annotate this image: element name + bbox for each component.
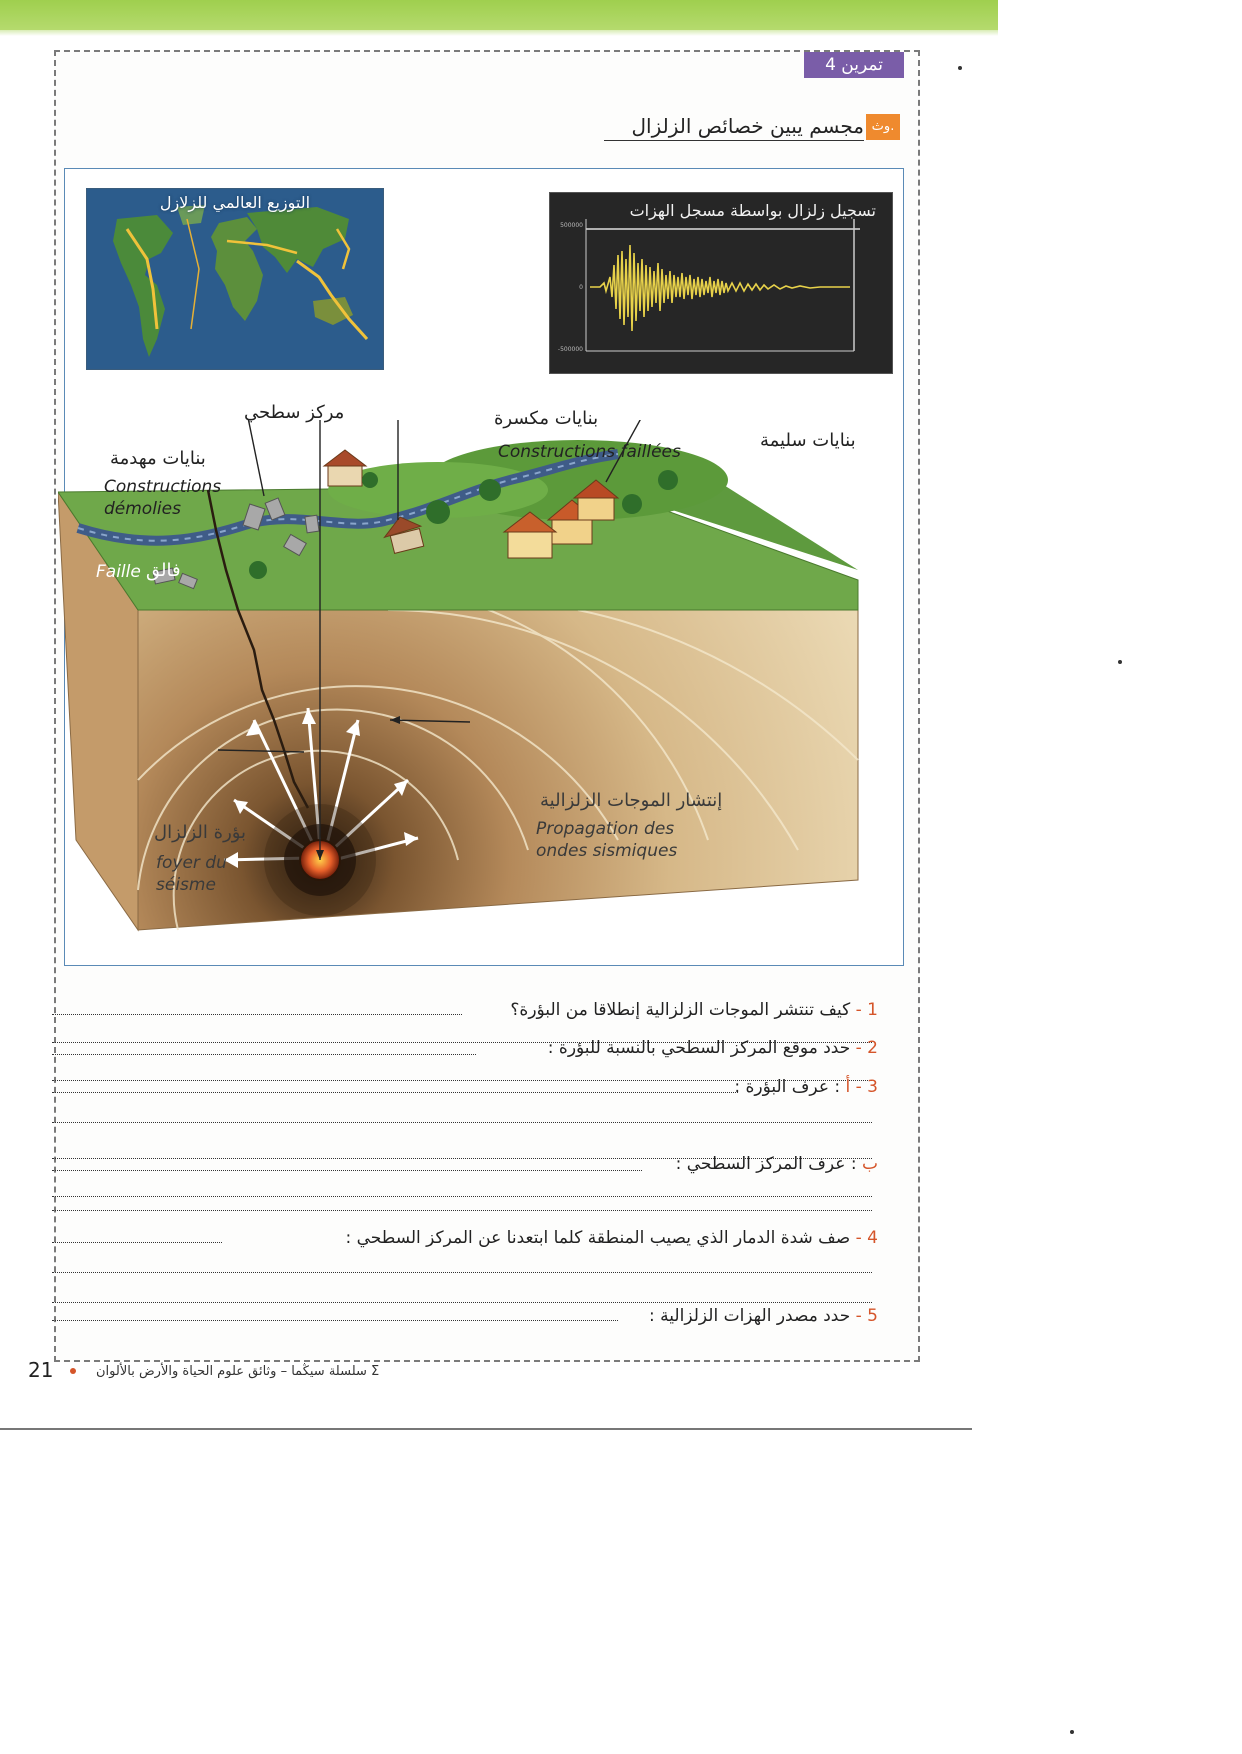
question-4-number: 4 - [855,1228,878,1248]
footer-series: Σ سلسلة سيڭما – وثائق علوم الحياة والأرض بالألوان [96,1364,380,1379]
seismogram [549,192,893,374]
answer-line-3b[interactable] [52,1170,642,1171]
page-bottom-edge [0,1428,972,1430]
label-waves-fr: Propagation des ondes sismiques [536,819,678,861]
question-3a-text: : عرف البؤرة : [734,1077,841,1097]
question-2 [548,1038,878,1058]
label-fault-fr: Faille [96,562,141,582]
question-4 [345,1228,878,1248]
world-map-image [87,189,383,369]
answer-line-4b[interactable] [52,1272,872,1273]
question-3a-number: 3 - أ [845,1077,878,1097]
label-waves-ar: إنتشار الموجات الزلزالية [540,790,723,811]
label-demolished-ar: بنايات مهدمة [110,448,206,469]
question-3b-number: ب [861,1154,878,1174]
answer-line-4[interactable] [52,1242,222,1243]
scan-speck [1070,1730,1074,1734]
question-1 [510,1000,878,1020]
label-fractured-ar: بنايات مكسرة [494,408,599,429]
question-1-text: كيف تنتشر الموجات الزلزالية إنطلاقا من البؤرة؟ [510,1000,851,1020]
top-color-band [0,0,998,34]
question-4-text: صف شدة الدمار الذي يصيب المنطقة كلما ابتعدنا عن المركز السطحي : [345,1228,851,1248]
answer-line-4c[interactable] [52,1302,872,1303]
question-5 [649,1306,878,1326]
answer-line-2[interactable] [52,1054,476,1055]
answer-line-1[interactable] [52,1014,462,1015]
seismogram-tick-bottom: -500000 [557,346,583,353]
label-focus-fr: foyer du séisme [156,853,227,895]
document-title: مجسم يبين خصائص الزلزال [604,112,864,141]
question-1-number: 1 - [855,1000,878,1020]
label-intact-ar: بنايات سليمة [760,430,856,451]
question-3b-text: : عرف المركز السطحي : [675,1154,857,1174]
answer-line-3b-b[interactable] [52,1196,872,1197]
world-earthquake-map [86,188,384,370]
map-title: التوزيع العالمي للزلازل [159,193,311,212]
answer-line-5[interactable] [52,1320,618,1321]
seismogram-trace [550,193,892,373]
top-band-shadow [0,30,998,36]
question-3a [734,1077,878,1097]
label-fault-ar: فالق [146,560,181,581]
seismogram-tick-mid: 0 [579,284,583,291]
document-badge: وث. [866,114,900,140]
label-epicenter: مركز سطحي [244,402,345,423]
page-number: 21 [28,1358,54,1382]
scan-speck [958,66,962,70]
answer-line-3a[interactable] [52,1092,738,1093]
question-2-number: 2 - [855,1038,878,1058]
question-5-number: 5 - [855,1306,878,1326]
seismogram-tick-top: 500000 [560,222,583,229]
label-focus-ar: بؤرة الزلزال [154,822,247,843]
answer-line-3a-b[interactable] [52,1122,872,1123]
question-5-text: حدد مصدر الهزات الزلزالية : [649,1306,851,1326]
question-2-text: حدد موقع المركز السطحي بالنسبة للبؤرة : [547,1038,851,1058]
scan-speck [1118,660,1122,664]
exercise-tag: تمرين 4 [804,52,904,78]
answer-line-3b-c[interactable] [52,1210,872,1211]
label-demolished-fr: Constructions démolies [104,477,222,519]
label-fractured-fr: Constructions faillées [498,442,681,462]
seismogram-title: تسجيل زلزال بواسطة مسجل الهزات [629,201,876,220]
question-3b [676,1154,878,1174]
footer-bullet [70,1368,76,1374]
